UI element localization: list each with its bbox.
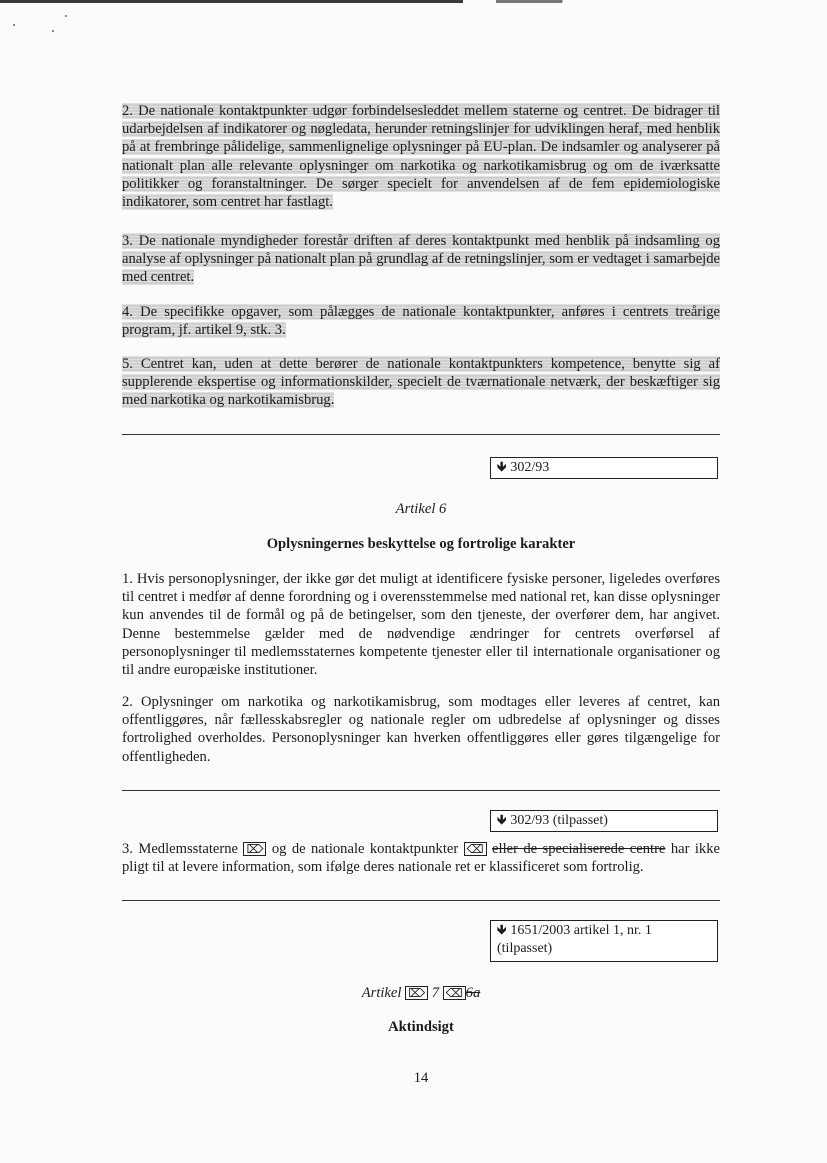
article-7-new-number: 7 [431,985,440,1001]
paragraph-3 [122,232,720,287]
paragraph-3-middle: og de nationale kontaktpunkter [271,841,459,857]
insert-marker-icon: ⌦ [405,986,428,1000]
insert-marker-icon: ⌦ [243,842,266,856]
deleted-text: eller de specialiserede centre [492,841,666,857]
scan-speck [13,24,15,26]
page-number: 14 [413,1070,429,1086]
reference-box-1651-2003 [490,920,718,962]
reference-box-302-93-adapted [490,810,718,832]
paragraph-2-text: 2. De nationale kontaktpunkter udgør forbindelsesleddet mellem staterne og centret. De bidrager til udarbejdelsen af indikatorer og nøgledata, herunder retningslinjer for udviklingen heraf, med henblik på at frembringe pålidelige, sammenlignelige oplysninger på EU-plan. De indsamler og analyserer på nationalt plan alle relevante oplysninger om narkotika og narkotikamisbrug og om de iværksatte politikker og foranstaltninger. De sørger specielt for anvendelsen af de fem epidemiologiske indikatorer, som centret har fastlagt. [122,103,720,211]
down-arrow-icon: 🡻 [497,460,507,475]
paragraph-2 [122,102,720,211]
paragraph-5-text: 5. Centret kan, uden at dette berører de nationale kontaktpunkters kompetence, benytte sig af supplerende ekspertise og informationskilder, specielt de tværnationale netværk, der beskæftiger sig med narkotika og narkotikamisbrug. [122,356,720,409]
paragraph-3-text: 3. De nationale myndigheder forestår driften af deres kontaktpunkt med henblik på indsamling og analyse af oplysninger på nationalt plan på grundlag af de retningslinjer, som er vedtaget i samarbejde med centret. [122,233,720,286]
article-6-paragraph-1: 1. Hvis personoplysninger, der ikke gør det muligt at identificere fysiske personer, ligeledes overføres til centret i medfør af denne forordning og i overensstemmelse med national ret, kan disse oplysninger kun anvendes til de formål og på de betingelser, som den tjeneste, der overfører dem, har angivet. Denne bestemmelse gælder med de nødvendige ændringer for centrets overførsel af personoplysninger til medlemsstaternes kompetente tjenester eller til internationale organisationer og til andre europæiske institutioner. [122,571,720,679]
delete-marker-icon: ⌫ [464,842,487,856]
paragraph-3-start: 3. Medlemsstaterne [122,841,239,857]
scan-speck [52,30,54,32]
paragraph-4 [122,303,720,339]
article-6-paragraph-2: 2. Oplysninger om narkotika og narkotikamisbrug, som modtages eller leveres af centret, kan offentliggøres, når fællesskabsregler og nationale regler om udbredelse af oplysninger og disses fortrolighed overholdes. Personoplysninger kan hverken offentliggøres eller gøres tilgængelige for offentligheden. [122,694,720,765]
paragraph-5 [122,355,720,410]
article-6-heading: Artikel 6 [395,501,447,517]
article-7-old-number: 6a [465,985,481,1001]
reference-text: 1651/2003 artikel 1, nr. 1 [510,923,652,938]
down-arrow-icon: 🡻 [497,813,507,828]
divider [122,790,720,791]
scan-speck [65,15,67,17]
paragraph-3-end: har ikke pligt til at levere information, som ifølge deres nationale ret er klassificeret som fortrolig. [122,841,720,876]
reference-text: 302/93 (tilpasset) [510,813,608,828]
divider [122,434,720,435]
article-7-title: Aktindsigt [388,1019,454,1035]
reference-text: 302/93 [510,460,550,475]
scan-artifact [0,0,827,3]
reference-box-302-93 [490,457,718,479]
down-arrow-icon: 🡻 [497,923,507,938]
article-7-prefix: Artikel [361,985,402,1001]
divider [122,900,720,901]
reference-text-line-2: (tilpasset) [497,941,553,956]
delete-marker-icon: ⌫ [443,986,466,1000]
article-6-title: Oplysningernes beskyttelse og fortrolige karakter [266,536,576,552]
article-7-heading [122,985,720,1002]
article-6-paragraph-3 [122,840,720,876]
paragraph-4-text: 4. De specifikke opgaver, som pålægges de nationale kontaktpunkter, anføres i centrets treårige program, jf. artikel 9, stk. 3. [122,304,720,339]
